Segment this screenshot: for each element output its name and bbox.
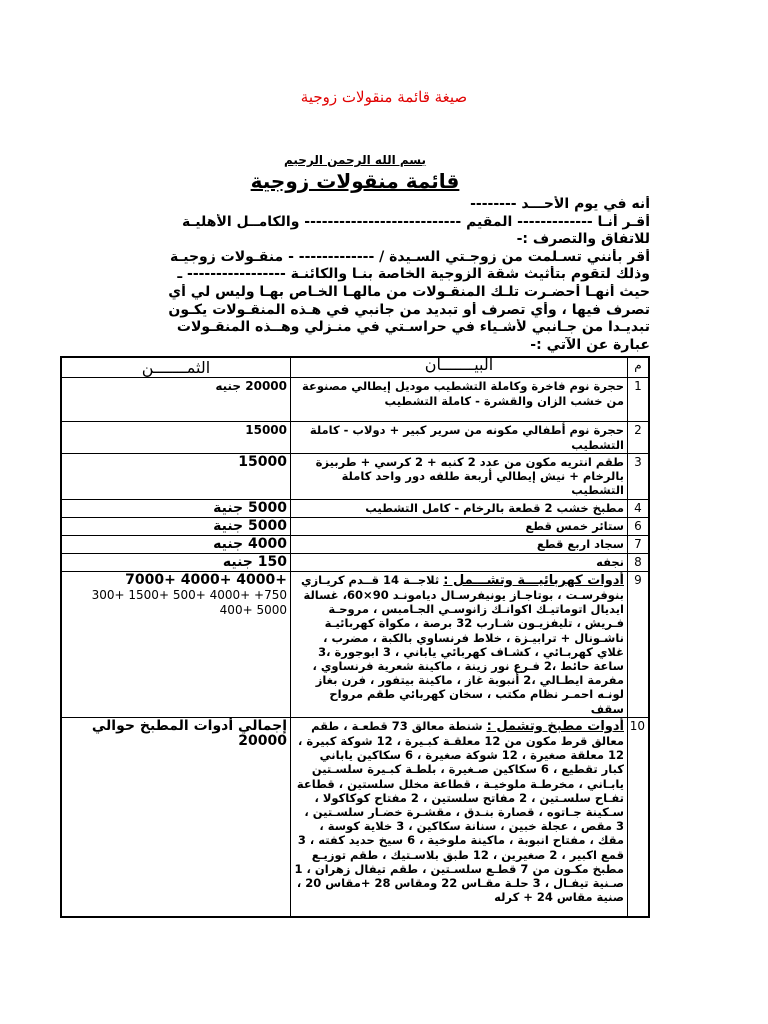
price-line: 5000 +400 — [219, 602, 287, 617]
row-num: 3 — [628, 453, 650, 499]
row-num: 6 — [628, 517, 650, 535]
header-num: م — [628, 357, 650, 378]
row-desc: مطبخ خشب 2 قطعة بالرخام - كامل التشطيب — [291, 499, 628, 517]
row-num: 1 — [628, 378, 650, 422]
intro-line: عبارة عن الآتي :- — [530, 336, 650, 353]
intro-line: تبديـدا من جـانبي لأشـياء في حراسـتي في منـزلي وهــذه المنقـولات — [176, 319, 650, 336]
row-desc — [291, 571, 628, 717]
intro-line: وذلك لتقوم بتأثيث شقة الزوجية الخاصة بنـا والكائنـة ----------------- ـ — [177, 266, 650, 283]
document-body — [60, 152, 650, 918]
row-desc-title: أدوات مطبخ وتشمل : — [486, 718, 624, 734]
row-num: 4 — [628, 499, 650, 517]
table-row — [61, 535, 649, 553]
table-row — [61, 453, 649, 499]
table-header-row — [61, 357, 649, 378]
row-desc: ستائر خمس قطع — [291, 517, 628, 535]
row-desc-text: شنطة معالق 73 قطعـة ، طقم معالق قرط مكون من 12 معلقـة كبـيرة ، 12 شوكة كبيرة ، 12 معلقة صغيرة ، 12 شوكة صغيرة ، 6 سكاكين ياباني كبار تقطيع ، 6 سكاكين صـغيرة ، بلطـة كبـيرة سلسـتين يابـاني ، مخرطـة ملوخيـة ، قطاعة مخلل سلستين ، قطاعة تفـاح سلسـتين ، 2 مفاتح سلستين ، 2 مفتاح كوكاكولا ، سـكينة جـاتوه ، قصارة بنـدق ، مقشـرة خضـار سلسـتين ، 3 مقص ، عجلة خبين ، سنانة سكاكين ، 3 خلاية كوسة ، مقك ، مفتاح انبوبة ، ماكينة ملوخية ، 6 سيخ حديد كفته ، 3 قمع اكبير ، 2 صغيرين ، 12 طبق بلاسـتيك ، طقم توزيـع مطبخ مكـون من 7 قطـع سلسـتين ، طقم تيفال زهران ، 1 صـنية تيفـال ، 3 حلـة مقـاس 22 ومقاس 28 +مقاس 20 ، صنية مقاس 24 + كرله — [294, 718, 624, 905]
header-desc: البيـــــــان — [291, 357, 628, 378]
intro-paragraph — [60, 196, 650, 354]
table-row — [61, 553, 649, 571]
row-desc: حجرة نوم فاخرة وكاملة التشطيب موديل إيطالي مصنوعة من خشب الزان والقشرة - كاملة التشطيب — [291, 378, 628, 422]
intro-line: أقـر أنـا ------------- المقيم --------------------------- والكامــل الأهليـة — [182, 213, 650, 230]
row-price: 4000 جنيه — [61, 535, 291, 553]
row-price: 150 جنيه — [61, 553, 291, 571]
table-row — [61, 499, 649, 517]
intro-line: أنه في يوم الأحـــد -------- — [470, 196, 650, 212]
row-num: 2 — [628, 422, 650, 453]
row-num: 9 — [628, 571, 650, 717]
intro-line: حيث أنهـا أحضـرت تلـك المنقـولات من مالهـا الخـاص بهـا وليس لي أي — [168, 283, 650, 300]
table-row — [61, 378, 649, 422]
table-row — [61, 422, 649, 453]
row-desc: طقم انتريه مكون من عدد 2 كنبه + 2 كرسي + طربيزة بالرخام + نيش إيطالي أربعة طلفه دور واحد كاملة التشطيب — [291, 453, 628, 499]
row-desc-text: ثلاجــة 14 قــدم كريـازي بنوفرسـت ، بوتاجـاز يونيفرسـال ديامونـد 90×60، غسالة ايديال اتوماتيـك اكوانـك زانوسـي الجـامبس ، مروحـة فـريش ، تليفزيـون شـارب 32 برصة ، مكواة كهربائيـة ناشـونال + ترابيـزة ، خلاط فرنساوي بالكبة ، مضرب ، غلاي كهربـائي ، كشـاف كهربائي ياباني ، 3 ابوجورة ،3 ساعة حائط ،2 فـرع نور زينة ، ماكينة شعرية فرنساوي ، مفرمة ايطـالي ،2 أنبوبة غاز ، ماكينة بيتفور ، فرن بغاز لونـه احمـر نظام مكتب ، سخان كهربائي طقم مرواح سقف — [300, 572, 624, 716]
basmala: بسم الله الرحمن الرحيم — [283, 153, 427, 167]
table-row — [61, 517, 649, 535]
items-table — [60, 356, 650, 918]
row-price: 5000 جنية — [61, 517, 291, 535]
document-title: قائمة منقولات زوجية — [250, 169, 460, 193]
row-price — [61, 571, 291, 717]
row-desc-title: أدوات كهربائيـــة وتشـــمل : — [443, 572, 624, 588]
row-desc — [291, 717, 628, 917]
intro-line: أقر بأنني تسـلمت من زوجـتي السـيدة / ------------- - منقـولات زوجيـة — [169, 248, 650, 265]
row-price: 15000 — [61, 453, 291, 499]
row-desc: سجاد اربع قطع — [291, 535, 628, 553]
row-price: 15000 — [61, 422, 291, 453]
row-num: 7 — [628, 535, 650, 553]
row-num: 10 — [628, 717, 650, 917]
row-price: 20000 جنيه — [61, 378, 291, 422]
row-desc: نجفه — [291, 553, 628, 571]
intro-line: للاتفاق والتصرف :- — [516, 231, 650, 248]
table-row — [61, 717, 649, 917]
price-line: 750+ +4000 +500 +1500 +300 — [91, 587, 287, 602]
row-price: 5000 جنية — [61, 499, 291, 517]
row-desc: حجرة نوم أطفالي مكونه من سرير كبير + دولاب - كاملة التشطيب — [291, 422, 628, 453]
row-num: 8 — [628, 553, 650, 571]
table-row — [61, 571, 649, 717]
price-line: +4000 +4000 +7000 — [125, 571, 287, 588]
intro-line: تصرف فيها ، وأي تصرف أو تبديد من جانبي في هـذه المنقـولات يكـون — [168, 301, 650, 318]
page-heading: صيغة قائمة منقولات زوجية — [300, 88, 468, 106]
row-price: إجمالي أدوات المطبخ حوالي 20000 — [61, 717, 291, 917]
header-price: الثمـــــــن — [61, 357, 291, 378]
